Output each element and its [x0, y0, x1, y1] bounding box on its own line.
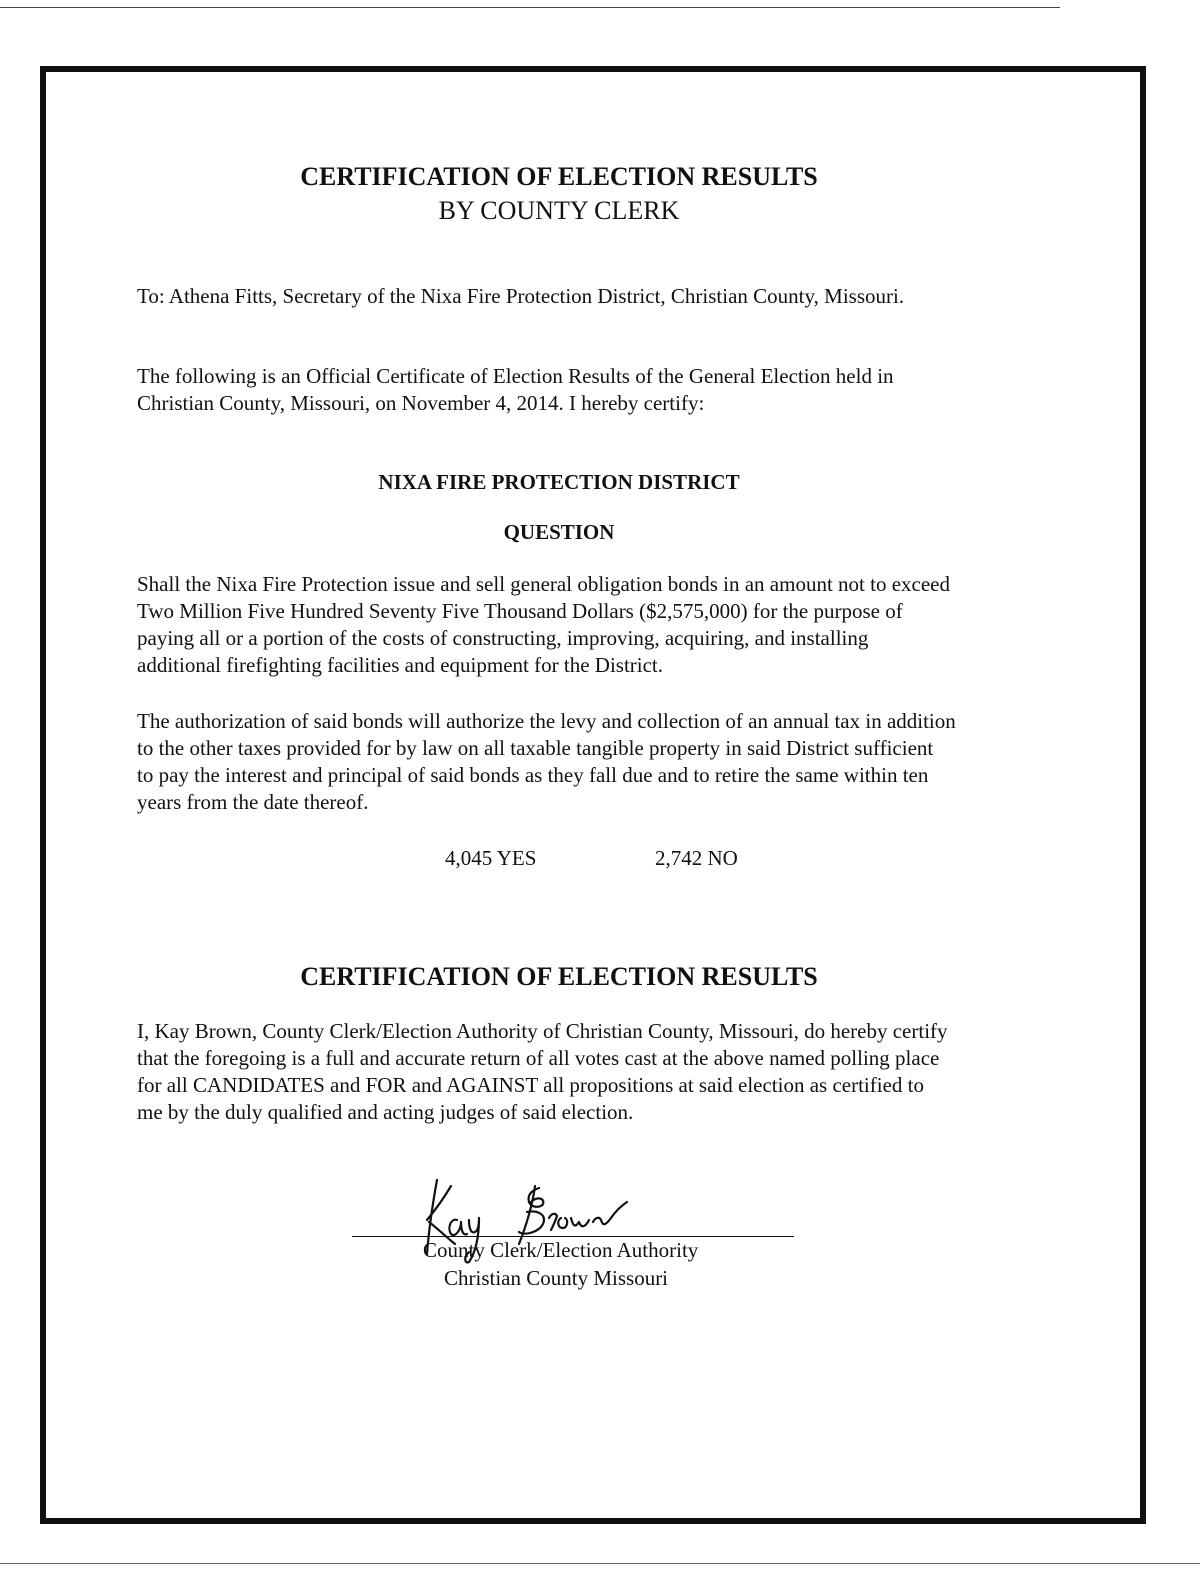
district-heading: NIXA FIRE PROTECTION DISTRICT: [378, 470, 740, 494]
intro-line-2: Christian County, Missouri, on November 4, 2014. I hereby certify:: [137, 391, 705, 415]
authorization-line-4: years from the date thereof.: [137, 790, 369, 814]
certification-line-1: I, Kay Brown, County Clerk/Election Authority of Christian County, Missouri, do hereby certify: [137, 1019, 948, 1043]
question-heading: QUESTION: [503, 520, 615, 544]
certification-line-3: for all CANDIDATES and FOR and AGAINST all propositions at said election as certified to: [137, 1073, 924, 1097]
scan-edge-top: [0, 7, 1060, 8]
certification-line-2: that the foregoing is a full and accurate return of all votes cast at the above named polling place: [137, 1046, 940, 1070]
signer-title: County Clerk/Election Authority: [423, 1238, 699, 1262]
yes-votes: 4,045 YES: [445, 846, 537, 870]
authorization-line-3: to pay the interest and principal of said bonds as they fall due and to retire the same within ten: [137, 763, 929, 787]
question-line-1: Shall the Nixa Fire Protection issue and sell general obligation bonds in an amount not to exceed: [137, 572, 950, 596]
certification-heading: CERTIFICATION OF ELECTION RESULTS: [300, 962, 818, 991]
scan-edge-bottom: [0, 1563, 1200, 1564]
no-votes: 2,742 NO: [655, 846, 738, 870]
document-subtitle: BY COUNTY CLERK: [438, 196, 680, 225]
intro-line-1: The following is an Official Certificate of Election Results of the General Election held in: [137, 364, 894, 388]
signer-location: Christian County Missouri: [444, 1266, 669, 1290]
document-title: CERTIFICATION OF ELECTION RESULTS: [300, 162, 818, 191]
to-line: To: Athena Fitts, Secretary of the Nixa Fire Protection District, Christian County, Missouri.: [137, 284, 905, 308]
certification-line-4: me by the duly qualified and acting judges of said election.: [137, 1100, 634, 1124]
question-line-2: Two Million Five Hundred Seventy Five Thousand Dollars ($2,575,000) for the purpose of: [137, 599, 903, 623]
authorization-line-2: to the other taxes provided for by law on all taxable tangible property in said District sufficient: [137, 736, 934, 760]
question-line-3: paying all or a portion of the costs of constructing, improving, acquiring, and installing: [137, 626, 869, 650]
authorization-line-1: The authorization of said bonds will authorize the levy and collection of an annual tax in addition: [137, 709, 956, 733]
question-line-4: additional firefighting facilities and equipment for the District.: [137, 653, 664, 677]
